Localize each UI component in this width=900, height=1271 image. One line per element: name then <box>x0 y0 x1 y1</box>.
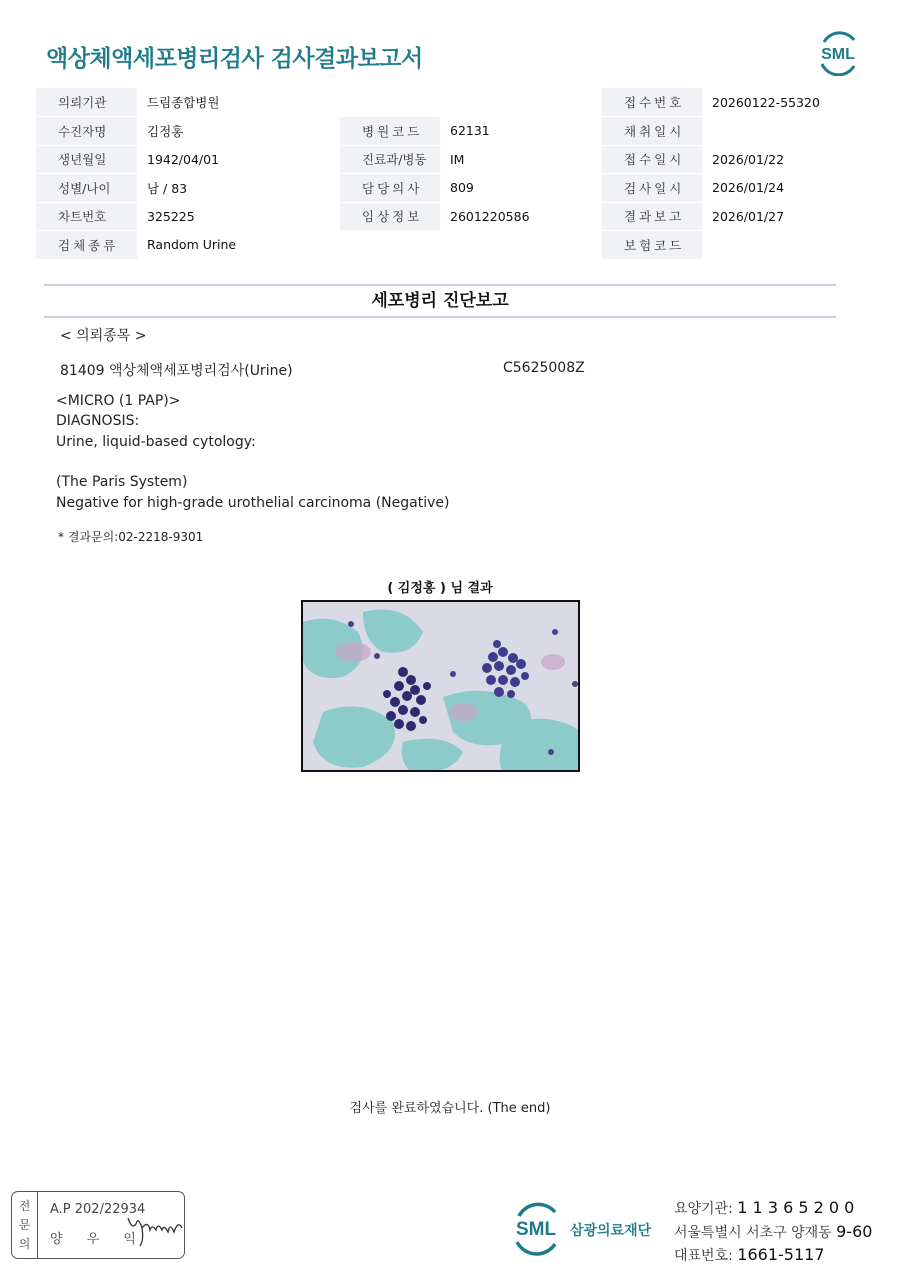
info-label: 수진자명 <box>36 117 137 146</box>
stamp-char: 의 <box>18 1237 31 1252</box>
info-label: 임상정보 <box>340 202 440 231</box>
info-row <box>36 174 864 203</box>
info-value <box>440 88 602 117</box>
info-value: 김정홍 <box>137 117 340 146</box>
patient-info-table <box>36 88 864 260</box>
info-label: 생년월일 <box>36 145 137 174</box>
info-label: 담당의사 <box>340 174 440 203</box>
info-label: 성별/나이 <box>36 174 137 203</box>
info-row <box>36 231 864 260</box>
end-text: 검사를 완료하였습니다. (The end) <box>349 1101 551 1116</box>
info-label: 보험코드 <box>602 231 702 260</box>
order-code: C5625008Z <box>503 360 585 376</box>
info-value: 1942/04/01 <box>137 145 340 174</box>
cytology-image <box>301 600 580 772</box>
info-value <box>702 117 864 146</box>
phone-label: 대표번호: <box>674 1248 733 1264</box>
info-value: 809 <box>440 174 602 203</box>
phone-number: 1661-5117 <box>737 1245 825 1264</box>
stamp-char: 전 <box>18 1198 31 1213</box>
info-row <box>36 202 864 231</box>
ap-number: A.P 202/22934 <box>50 1202 146 1217</box>
info-label <box>340 88 440 117</box>
info-label: 접수번호 <box>602 88 702 117</box>
result-line: DIAGNOSIS: <box>56 413 140 429</box>
report-title: 액상체액세포병리검사 검사결과보고서 <box>46 46 423 72</box>
info-value: 2026/01/24 <box>702 174 864 203</box>
info-label <box>340 231 440 260</box>
info-label: 검사일시 <box>602 174 702 203</box>
info-value <box>702 231 864 260</box>
info-label: 채취일시 <box>602 117 702 146</box>
stamp-char: 문 <box>18 1217 31 1232</box>
info-row <box>36 117 864 146</box>
info-value: 남 / 83 <box>137 174 340 203</box>
sml-logo-top <box>814 30 862 76</box>
foundation-name: 삼광의료재단 <box>570 1223 652 1239</box>
org-code-line <box>674 1198 854 1218</box>
result-line: <MICRO (1 PAP)> <box>56 393 181 409</box>
result-line: Negative for high-grade urothelial carcinoma (Negative) <box>56 495 450 511</box>
info-label: 검체종류 <box>36 231 137 260</box>
phone-line <box>674 1245 825 1265</box>
svg-text:SML: SML <box>821 46 855 63</box>
info-label: 진료과/병동 <box>340 145 440 174</box>
info-label: 차트번호 <box>36 202 137 231</box>
doctor-name: 양 우 익 <box>50 1232 146 1247</box>
info-value: IM <box>440 145 602 174</box>
info-label: 의뢰기관 <box>36 88 137 117</box>
address-line <box>674 1222 872 1242</box>
svg-text:SML: SML <box>515 1219 557 1240</box>
sml-logo-bottom <box>507 1200 565 1256</box>
pathologist-stamp <box>11 1191 185 1259</box>
section-title: 세포병리 진단보고 <box>371 291 509 311</box>
address: 서울특별시 서초구 양재동 <box>674 1225 832 1241</box>
info-row <box>36 145 864 174</box>
result-line: (The Paris System) <box>56 474 188 490</box>
address-number: 9-60 <box>836 1222 873 1241</box>
info-label: 결과보고 <box>602 202 702 231</box>
signature-icon <box>124 1210 184 1250</box>
info-value: 2026/01/22 <box>702 145 864 174</box>
info-value: 20260122-55320 <box>702 88 864 117</box>
section-rule-bottom <box>44 316 836 318</box>
info-row <box>36 88 864 117</box>
org-code: 1 1 3 6 5 2 0 0 <box>737 1198 855 1217</box>
stamp-vertical-label <box>12 1192 38 1258</box>
image-caption: ( 김정홍 ) 님 결과 <box>387 581 493 596</box>
info-value: 2026/01/27 <box>702 202 864 231</box>
info-value: 2601220586 <box>440 202 602 231</box>
order-header: < 의뢰종목 > <box>60 328 147 344</box>
info-value: 325225 <box>137 202 340 231</box>
info-value: Random Urine <box>137 231 340 260</box>
info-value: 드림종합병원 <box>137 88 340 117</box>
org-code-label: 요양기관: <box>674 1201 733 1217</box>
info-label: 접수일시 <box>602 145 702 174</box>
info-value: 62131 <box>440 117 602 146</box>
result-line: Urine, liquid-based cytology: <box>56 434 256 450</box>
order-item: 81409 액상체액세포병리검사(Urine) <box>60 363 293 379</box>
info-value <box>440 231 602 260</box>
inquiry-phone: * 결과문의:02-2218-9301 <box>58 530 204 544</box>
info-label: 병원코드 <box>340 117 440 146</box>
